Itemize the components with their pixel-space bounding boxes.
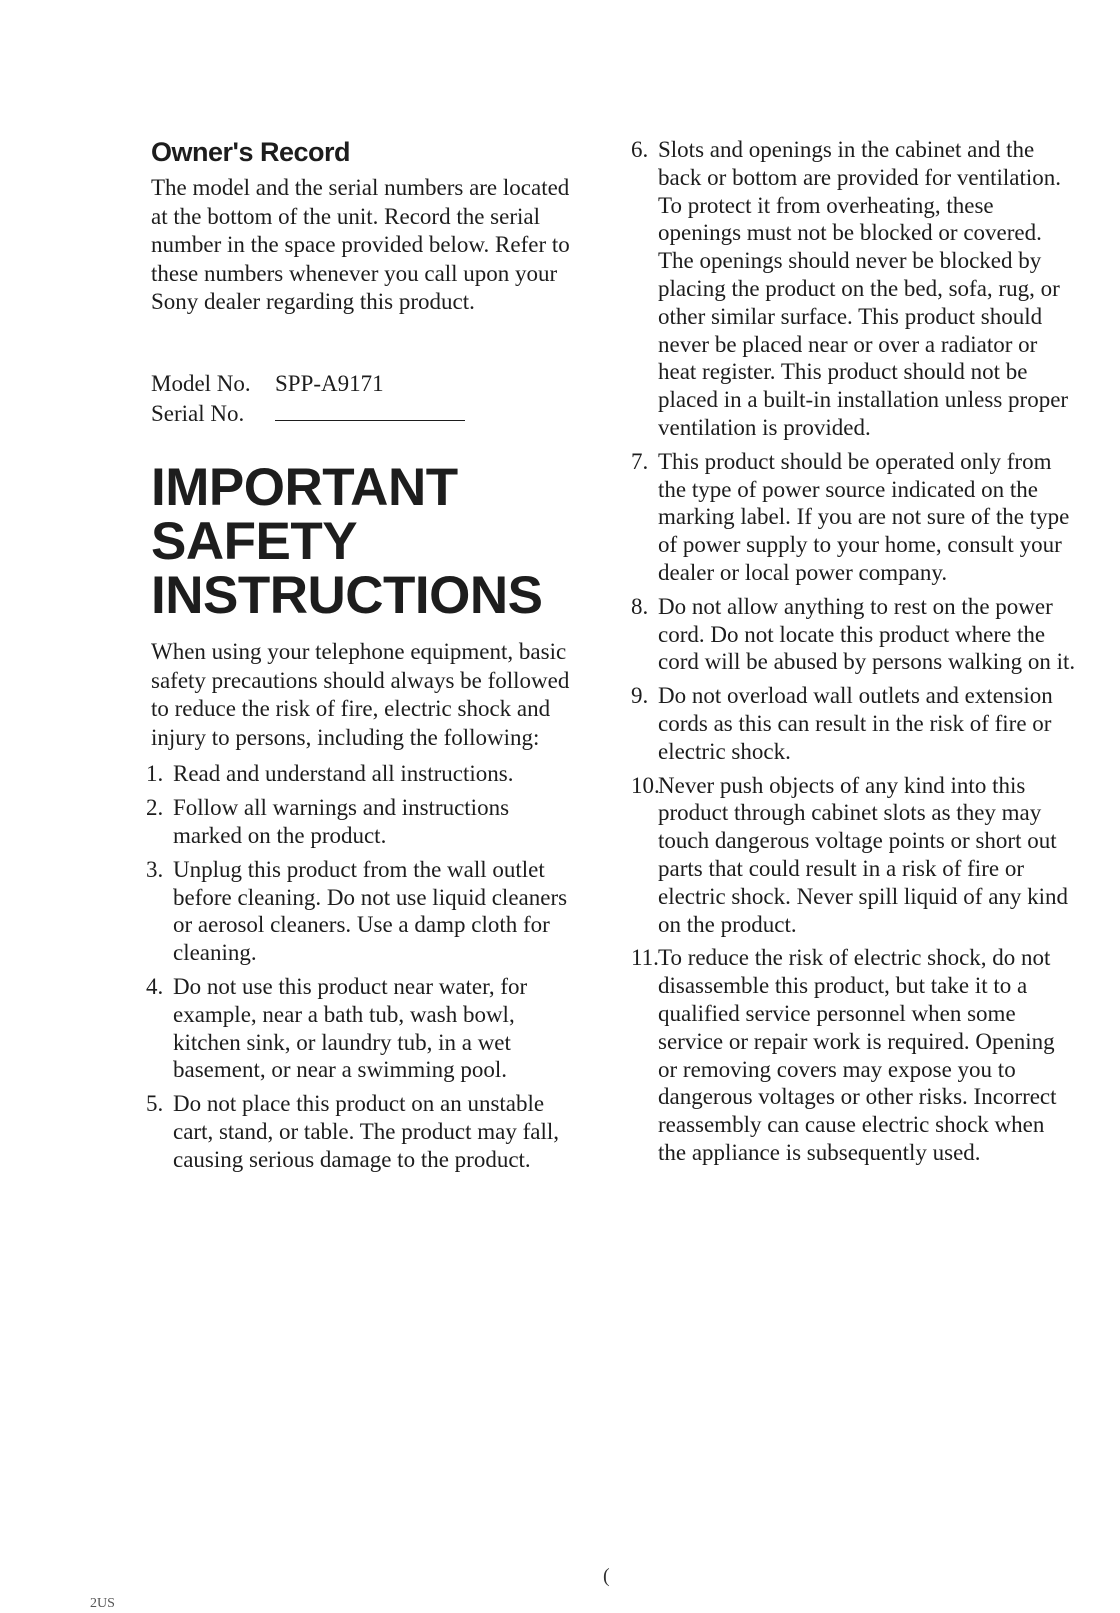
item-text: Do not allow anything to rest on the power cord. Do not locate this product where the cord will be abused by persons walking on it. <box>658 593 1076 675</box>
item-number: 11. <box>631 945 659 971</box>
instruction-item <box>631 944 1076 1166</box>
instruction-list-left <box>146 760 581 1173</box>
item-number: 8. <box>631 593 649 619</box>
center-page-mark: ( <box>603 1565 610 1587</box>
item-text: Never push objects of any kind into this product through cabinet slots as they may touch dangerous voltage points or short out parts that could result in a risk of fire or electric shock. Never spill liquid of any kind on the product. <box>658 772 1069 937</box>
item-text: Unplug this product from the wall outlet before cleaning. Do not use liquid cleaners or aerosol cleaners. Use a damp cloth for cleaning. <box>173 856 568 966</box>
owners-record-text: The model and the serial numbers are located at the bottom of the unit. Record the serial number in the space provided below. Refer to these numbers whenever you call upon your Sony dealer regarding this product. <box>151 175 570 315</box>
instruction-item <box>631 593 1076 676</box>
title-line-2: SAFETY <box>151 511 358 571</box>
item-text: Do not place this product on an unstable cart, stand, or table. The product may fall, causing serious damage to the product. <box>173 1091 559 1172</box>
item-number: 10. <box>631 772 660 798</box>
item-number: 6. <box>631 137 649 162</box>
model-number-line <box>151 369 581 399</box>
instruction-item <box>146 794 581 850</box>
instruction-item <box>146 760 581 788</box>
intro-paragraph: When using your telephone equipment, basic safety precautions should always be followed to reduce the risk of fire, electric shock and injury to persons, including the following: <box>151 638 570 750</box>
right-column <box>631 136 1076 1173</box>
title-line-1: IMPORTANT <box>151 457 458 517</box>
instruction-item <box>146 856 581 967</box>
item-text: Follow all warnings and instructions marked on the product. <box>173 795 510 848</box>
item-number: 2. <box>146 795 164 821</box>
item-text: This product should be operated only from the type of power source indicated on the marking label. If you are not sure of the type of power supply to your home, consult your dealer or local power company. <box>658 448 1070 585</box>
instruction-list-right <box>631 136 1076 1167</box>
instruction-item <box>631 448 1076 587</box>
item-text: To reduce the risk of electric shock, do not disassemble this product, but take it to a qualified service personnel when some service or repair work is required. Opening or removing covers may expose you to dangerous voltages or other risks. Incorrect reassembly can cause electric shock when the appliance is subsequently used. <box>658 945 1057 1165</box>
item-number: 7. <box>631 448 649 474</box>
instruction-item <box>146 973 581 1084</box>
item-number: 9. <box>631 683 649 709</box>
item-text: Do not overload wall outlets and extension cords as this can result in the risk of fire or electric shock. <box>658 683 1053 764</box>
serial-number-blank <box>275 400 465 421</box>
instruction-item <box>631 682 1076 765</box>
record-fields <box>151 369 581 429</box>
item-number: 5. <box>146 1091 164 1117</box>
page-title <box>151 457 581 625</box>
page-code-mark: 2US <box>90 1596 115 1611</box>
owners-record-heading: Owner's Record <box>151 137 350 167</box>
item-number: 3. <box>146 856 164 882</box>
item-text: Do not use this product near water, for example, near a bath tub, wash bowl, kitchen sink, or laundry tub, in a wet basement, or near a swimming pool. <box>173 973 528 1083</box>
item-number: 1. <box>146 761 164 787</box>
item-number: 4. <box>146 973 164 999</box>
instruction-item <box>631 772 1076 939</box>
model-value: SPP-A9171 <box>275 370 384 396</box>
serial-number-line <box>151 399 581 429</box>
serial-label: Serial No. <box>151 400 245 426</box>
model-label: Model No. <box>151 370 251 396</box>
instruction-item <box>146 1090 581 1173</box>
left-column <box>146 136 581 1180</box>
instruction-item <box>631 136 1076 442</box>
item-text: Slots and openings in the cabinet and the back or bottom are provided for ventilation. To protect it from overheating, these openings must not be blocked or covered. The openings should never be blocked by placing the product on the bed, sofa, rug, or other similar surface. This product should never be placed near or over a radiator or heat register. This product should not be placed in a built-in installation unless proper ventilation is provided. <box>658 137 1069 440</box>
title-line-3: INSTRUCTIONS <box>151 565 543 625</box>
item-text: Read and understand all instructions. <box>173 761 514 787</box>
